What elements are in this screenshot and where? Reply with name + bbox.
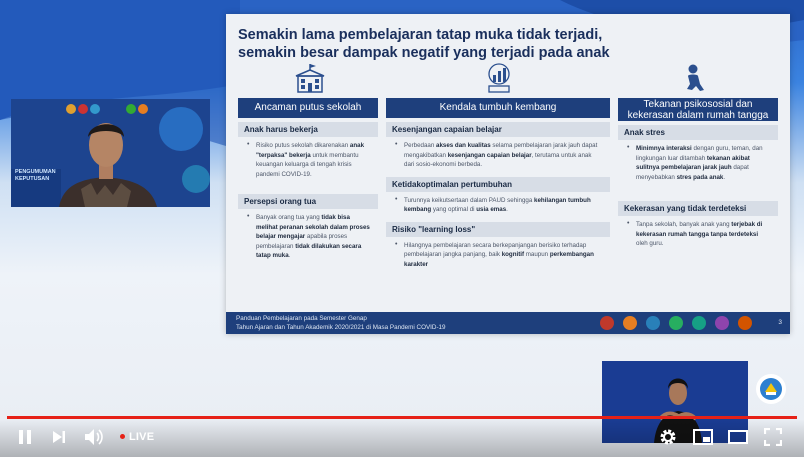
- pause-icon[interactable]: [18, 429, 32, 445]
- logo: [600, 316, 614, 330]
- logo: [623, 316, 637, 330]
- logo: [669, 316, 683, 330]
- webcam-banner-line1: PENGUMUMAN: [15, 169, 56, 175]
- school-building-icon: [292, 62, 328, 94]
- webcam-banner: [15, 169, 56, 183]
- logo: [715, 316, 729, 330]
- footer-line2: Tahun Ajaran dan Tahun Akademik 2020/2021 di Masa Pandemi COVID-19: [236, 323, 446, 331]
- presenter-webcam: [11, 99, 210, 207]
- column-psychosocial: [618, 98, 778, 252]
- presentation-slide: [226, 14, 790, 334]
- column-header-line1: Tekanan psikososial dan: [643, 99, 753, 110]
- fullscreen-icon[interactable]: [764, 428, 782, 446]
- theater-icon[interactable]: [728, 430, 748, 444]
- logo: [646, 316, 660, 330]
- section-text: • Hilangnya pembelajaran secara berkepanjangan berisiko terhadap pembelajaran jangka panjang, baik kognitif maupun perkembangan karakter: [386, 237, 610, 273]
- miniplayer-icon[interactable]: [693, 429, 713, 445]
- footer-text: [236, 315, 446, 332]
- presenter-image: [11, 99, 210, 207]
- webcam-banner-line2: KEPUTUSAN: [15, 176, 50, 182]
- page-number: 3: [778, 319, 782, 326]
- sitting-child-icon: [682, 62, 708, 94]
- player-controls: [0, 419, 804, 457]
- logo: [692, 316, 706, 330]
- section-heading: Ketidakoptimalan pertumbuhan: [386, 177, 610, 192]
- live-dot: [120, 434, 125, 439]
- section-text: • Turunnya keikutsertaan dalam PAUD sehingga kehilangan tumbuh kembang yang optimal di usia emas.: [386, 192, 610, 218]
- volume-icon[interactable]: [84, 428, 104, 446]
- column-dropout: [238, 98, 378, 264]
- section-text: • Perbedaan akses dan kualitas selama pembelajaran jarak jauh dapat mengakibatkan kesenjangan capaian belajar, terutama untuk anak dari sosio-ekonomi berbeda.: [386, 137, 610, 173]
- slide-title-line2: semakin besar dampak negatif yang terjadi pada anak: [238, 45, 610, 61]
- section-heading: Risiko "learning loss": [386, 222, 610, 237]
- logo: [738, 316, 752, 330]
- column-header: Kendala tumbuh kembang: [386, 98, 610, 118]
- column-header-line2: kekerasan dalam rumah tangga: [627, 110, 769, 121]
- section-text: • Banyak orang tua yang tidak bisa melihat peranan sekolah dalam proses belajar mengajar apabila proses pembelajaran tidak dilakukan secara tatap muka.: [238, 209, 378, 264]
- ministry-logo: [756, 374, 786, 404]
- column-header: [618, 98, 778, 121]
- live-indicator[interactable]: [120, 431, 154, 443]
- section-text: • Tanpa sekolah, banyak anak yang terjebak di kekerasan rumah tangga tanpa terdeteksi oleh guru.: [618, 216, 778, 252]
- footer-logos: [600, 316, 752, 330]
- footer-line1: Panduan Pembelajaran pada Semester Genap: [236, 315, 367, 322]
- section-heading: Anak stres: [618, 125, 778, 140]
- column-header: Ancaman putus sekolah: [238, 98, 378, 118]
- section-heading: Persepsi orang tua: [238, 194, 378, 209]
- column-growth: [386, 98, 610, 272]
- section-text: • Risiko putus sekolah dikarenakan anak "terpaksa" bekerja untuk membantu keuangan keluarga di tengah krisis pandemi COVID-19.: [238, 137, 378, 190]
- live-label: LIVE: [129, 431, 155, 443]
- section-heading: Kekerasan yang tidak terdeteksi: [618, 201, 778, 216]
- next-icon[interactable]: [52, 430, 66, 444]
- section-text: • Minimnya interaksi dengan guru, teman, dan lingkungan luar ditambah tekanan akibat sulitnya pembelajaran jarak jauh dapat menyebabkan stres pada anak.: [618, 140, 778, 197]
- section-heading: Anak harus bekerja: [238, 122, 378, 137]
- settings-icon[interactable]: [659, 428, 677, 446]
- slide-title: [238, 26, 610, 62]
- slide-footer: [226, 312, 790, 334]
- section-heading: Kesenjangan capaian belajar: [386, 122, 610, 137]
- growth-bars-icon: [484, 62, 514, 94]
- slide-title-line1: Semakin lama pembelajaran tatap muka tidak terjadi,: [238, 27, 603, 43]
